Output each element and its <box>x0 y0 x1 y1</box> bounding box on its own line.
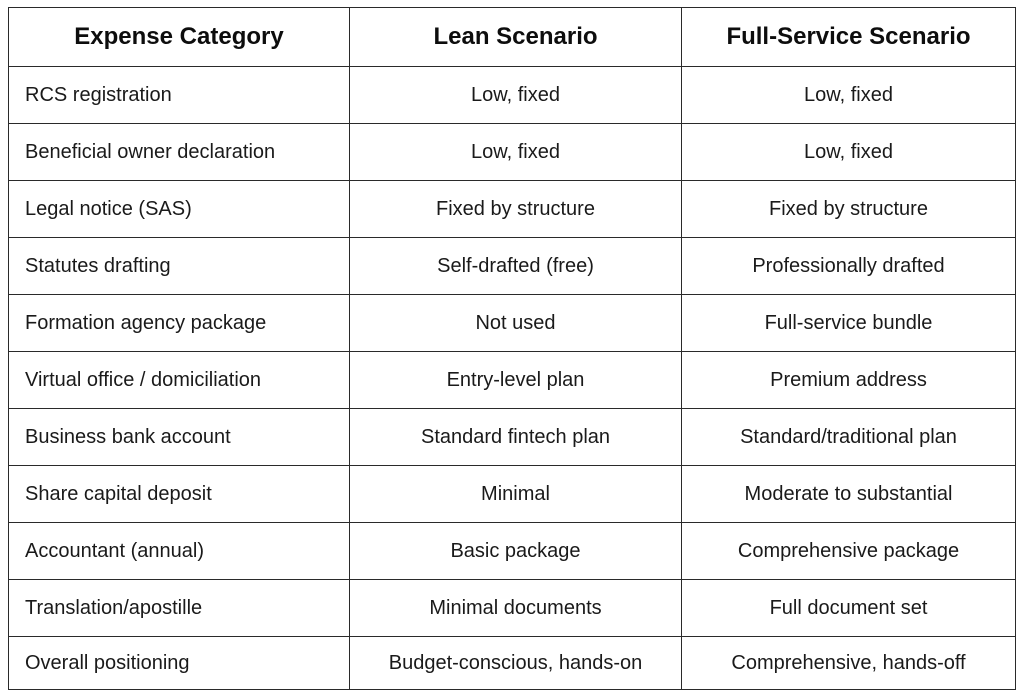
lean-scenario-cell: Low, fixed <box>350 124 682 181</box>
lean-scenario-cell: Basic package <box>350 523 682 580</box>
full-service-scenario-cell: Comprehensive, hands-off <box>682 637 1016 690</box>
lean-scenario-cell: Budget-conscious, hands-on <box>350 637 682 690</box>
header-expense-category: Expense Category <box>9 8 350 67</box>
expense-category-cell: Share capital deposit <box>9 466 350 523</box>
table-row <box>9 238 1016 295</box>
full-service-scenario-cell: Professionally drafted <box>682 238 1016 295</box>
table-row <box>9 523 1016 580</box>
expense-category-cell: Legal notice (SAS) <box>9 181 350 238</box>
table-row <box>9 181 1016 238</box>
expense-category-cell: Virtual office / domiciliation <box>9 352 350 409</box>
full-service-scenario-cell: Fixed by structure <box>682 181 1016 238</box>
expense-comparison-table <box>8 7 1016 690</box>
expense-category-cell: Accountant (annual) <box>9 523 350 580</box>
table-header-row <box>9 8 1016 67</box>
table-row <box>9 637 1016 690</box>
expense-category-cell: Formation agency package <box>9 295 350 352</box>
expense-category-cell: RCS registration <box>9 67 350 124</box>
expense-category-cell: Beneficial owner declaration <box>9 124 350 181</box>
expense-category-cell: Overall positioning <box>9 637 350 690</box>
lean-scenario-cell: Minimal documents <box>350 580 682 637</box>
full-service-scenario-cell: Low, fixed <box>682 124 1016 181</box>
full-service-scenario-cell: Standard/traditional plan <box>682 409 1016 466</box>
full-service-scenario-cell: Full-service bundle <box>682 295 1016 352</box>
header-lean-scenario: Lean Scenario <box>350 8 682 67</box>
lean-scenario-cell: Not used <box>350 295 682 352</box>
full-service-scenario-cell: Full document set <box>682 580 1016 637</box>
lean-scenario-cell: Standard fintech plan <box>350 409 682 466</box>
table-row <box>9 124 1016 181</box>
full-service-scenario-cell: Moderate to substantial <box>682 466 1016 523</box>
table-row <box>9 67 1016 124</box>
expense-category-cell: Statutes drafting <box>9 238 350 295</box>
table-row <box>9 295 1016 352</box>
lean-scenario-cell: Low, fixed <box>350 67 682 124</box>
full-service-scenario-cell: Low, fixed <box>682 67 1016 124</box>
expense-category-cell: Business bank account <box>9 409 350 466</box>
header-full-service-scenario: Full-Service Scenario <box>682 8 1016 67</box>
lean-scenario-cell: Fixed by structure <box>350 181 682 238</box>
table-row <box>9 580 1016 637</box>
table-row <box>9 352 1016 409</box>
expense-category-cell: Translation/apostille <box>9 580 350 637</box>
full-service-scenario-cell: Premium address <box>682 352 1016 409</box>
lean-scenario-cell: Self-drafted (free) <box>350 238 682 295</box>
lean-scenario-cell: Entry-level plan <box>350 352 682 409</box>
table-row <box>9 409 1016 466</box>
full-service-scenario-cell: Comprehensive package <box>682 523 1016 580</box>
lean-scenario-cell: Minimal <box>350 466 682 523</box>
table-row <box>9 466 1016 523</box>
